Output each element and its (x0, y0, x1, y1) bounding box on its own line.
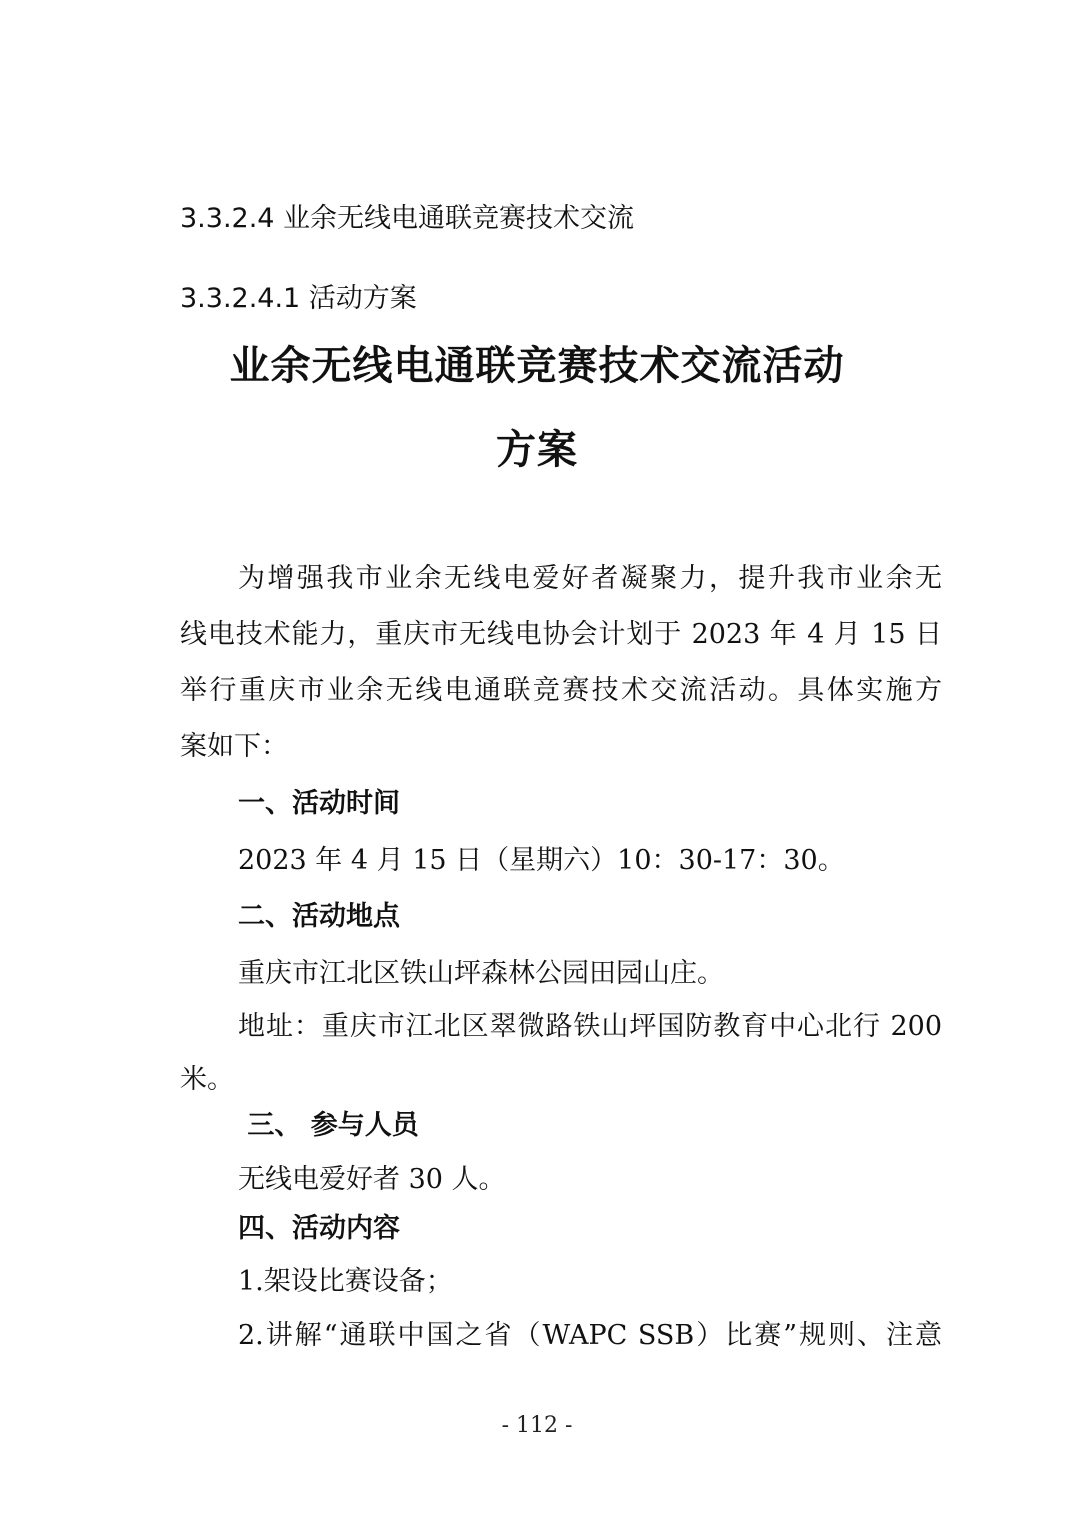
section-content-item-2: 2.讲解“通联中国之省（WAPC SSB）比赛”规则、注意 (238, 1320, 942, 1351)
intro-line-2: 线电技术能力，重庆市无线电协会计划于 2023 年 4 月 15 日 (180, 619, 942, 650)
section-time-heading: 一、活动时间 (238, 788, 400, 819)
section-place-text: 重庆市江北区铁山坪森林公园田园山庄。 (238, 958, 724, 989)
section-content-item-1: 1.架设比赛设备； (238, 1266, 453, 1297)
intro-line-4: 案如下： (180, 731, 288, 762)
section-place-address-line-2: 米。 (180, 1064, 234, 1095)
section-content-heading: 四、活动内容 (238, 1213, 400, 1244)
section-heading: 3.3.2.4 业余无线电通联竞赛技术交流 (180, 203, 635, 234)
page-number: - 112 - (501, 1413, 573, 1438)
section-place-heading: 二、活动地点 (238, 901, 400, 932)
document-title-line-2: 方案 (496, 426, 578, 473)
subsection-heading: 3.3.2.4.1 活动方案 (180, 283, 417, 314)
section-participants-text: 无线电爱好者 30 人。 (238, 1164, 506, 1195)
section-time-text: 2023 年 4 月 15 日（星期六）10：30-17：30。 (238, 845, 845, 876)
section-participants-heading: 三、 参与人员 (238, 1110, 419, 1141)
section-place-address-line-1: 地址：重庆市江北区翠微路铁山坪国防教育中心北行 200 (238, 1011, 942, 1042)
intro-line-1: 为增强我市业余无线电爱好者凝聚力，提升我市业余无 (238, 563, 942, 594)
intro-line-3: 举行重庆市业余无线电通联竞赛技术交流活动。具体实施方 (180, 675, 942, 706)
document-title-line-1: 业余无线电通联竞赛技术交流活动 (229, 342, 845, 389)
